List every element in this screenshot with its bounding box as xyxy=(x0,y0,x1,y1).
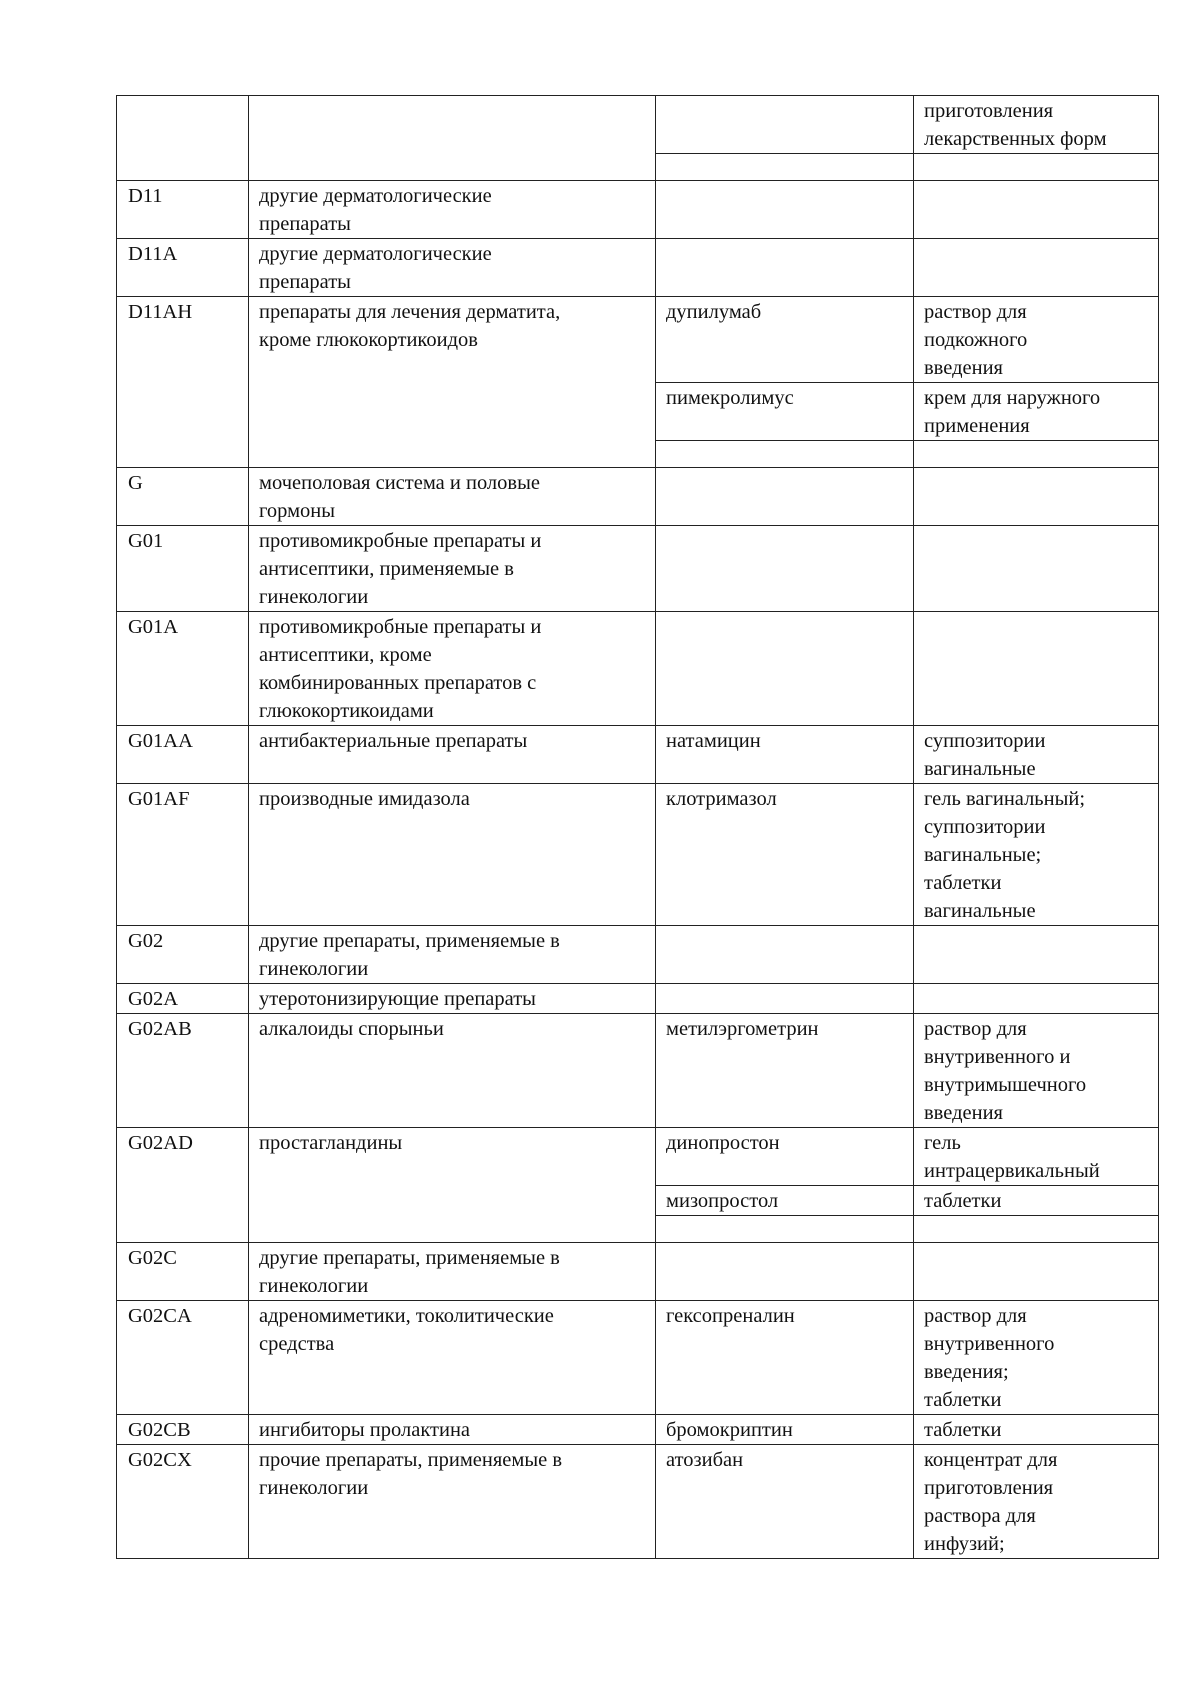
group-name-cell-line: противомикробные препараты и xyxy=(259,530,542,552)
group-name-cell-line: адреномиметики, токолитические xyxy=(259,1305,554,1327)
atc-code-cell: D11A xyxy=(117,239,249,297)
drug-name-cell: метилэргометрин xyxy=(656,1014,914,1128)
group-name-cell-line: препараты для лечения дерматита, xyxy=(259,301,561,323)
group-name-cell xyxy=(249,726,656,784)
table-body xyxy=(117,96,1159,1559)
table-row xyxy=(117,297,1159,383)
atc-code-cell: G02 xyxy=(117,926,249,984)
drug-name-cell xyxy=(656,1243,914,1301)
drug-name-cell: атозибан xyxy=(656,1445,914,1559)
drug-name-cell: пимекролимус xyxy=(656,383,914,441)
dosage-form-cell-line: приготовления xyxy=(924,1477,1054,1499)
dosage-form-cell xyxy=(914,383,1159,441)
group-name-cell-line: противомикробные препараты и xyxy=(259,616,542,638)
group-name-cell-line: другие препараты, применяемые в xyxy=(259,930,560,952)
atc-code-cell: G01 xyxy=(117,526,249,612)
atc-code-cell xyxy=(117,96,249,181)
group-name-cell-line: гинекологии xyxy=(259,1477,369,1499)
atc-code-cell: G01A xyxy=(117,612,249,726)
empty-cell xyxy=(914,154,1159,181)
table-row xyxy=(117,181,1159,239)
group-name-cell xyxy=(249,468,656,526)
drug-name-cell xyxy=(656,468,914,526)
table-row xyxy=(117,526,1159,612)
table-row xyxy=(117,1243,1159,1301)
drug-name-cell: натамицин xyxy=(656,726,914,784)
table-row xyxy=(117,96,1159,154)
empty-cell xyxy=(914,441,1159,468)
group-name-cell xyxy=(249,96,656,181)
dosage-form-cell xyxy=(914,1445,1159,1559)
drug-name-cell xyxy=(656,239,914,297)
group-name-cell-line: другие дерматологические xyxy=(259,243,492,265)
dosage-form-cell-line: инфузий; xyxy=(924,1533,1005,1555)
atc-code-cell: G02AD xyxy=(117,1128,249,1243)
atc-code-cell: G02CX xyxy=(117,1445,249,1559)
dosage-form-cell-line: гель вагинальный; xyxy=(924,788,1086,810)
dosage-form-cell xyxy=(914,239,1159,297)
drug-name-cell xyxy=(656,181,914,239)
table-row xyxy=(117,612,1159,726)
group-name-cell xyxy=(249,1128,656,1243)
table-row xyxy=(117,726,1159,784)
group-name-cell-line: комбинированных препаратов с xyxy=(259,672,537,694)
drug-name-cell: мизопростол xyxy=(656,1186,914,1216)
dosage-form-cell-line: гель xyxy=(924,1132,961,1154)
group-name-cell xyxy=(249,984,656,1014)
group-name-cell xyxy=(249,784,656,926)
dosage-form-cell-line: вагинальные xyxy=(924,758,1036,780)
dosage-form-cell-line: концентрат для xyxy=(924,1449,1058,1471)
group-name-cell-line: глюкокортикоидами xyxy=(259,700,434,722)
empty-cell xyxy=(656,154,914,181)
dosage-form-cell-line: раствор для xyxy=(924,1018,1027,1040)
drug-name-cell xyxy=(656,96,914,154)
group-name-cell xyxy=(249,526,656,612)
dosage-form-cell xyxy=(914,468,1159,526)
drug-name-cell xyxy=(656,926,914,984)
dosage-form-cell-line: лекарственных форм xyxy=(924,128,1107,150)
dosage-form-cell-line: таблетки xyxy=(924,1419,1002,1441)
group-name-cell xyxy=(249,297,656,468)
group-name-cell-line: утеротонизирующие препараты xyxy=(259,988,536,1010)
dosage-form-cell xyxy=(914,1014,1159,1128)
dosage-form-cell xyxy=(914,181,1159,239)
atc-code-cell: D11AH xyxy=(117,297,249,468)
group-name-cell-line: другие препараты, применяемые в xyxy=(259,1247,560,1269)
drug-name-cell: динопростон xyxy=(656,1128,914,1186)
group-name-cell xyxy=(249,926,656,984)
dosage-form-cell-line: применения xyxy=(924,415,1030,437)
dosage-form-cell xyxy=(914,1186,1159,1216)
dosage-form-cell-line: крем для наружного xyxy=(924,387,1101,409)
drug-name-cell xyxy=(656,612,914,726)
dosage-form-cell xyxy=(914,297,1159,383)
table-row xyxy=(117,1128,1159,1186)
group-name-cell-line: другие дерматологические xyxy=(259,185,492,207)
drug-name-cell xyxy=(656,984,914,1014)
table-row xyxy=(117,784,1159,926)
group-name-cell-line: прочие препараты, применяемые в xyxy=(259,1449,563,1471)
group-name-cell xyxy=(249,239,656,297)
table-row xyxy=(117,1301,1159,1415)
group-name-cell-line: антисептики, кроме xyxy=(259,644,432,666)
group-name-cell-line: ингибиторы пролактина xyxy=(259,1419,471,1441)
dosage-form-cell-line: таблетки xyxy=(924,1190,1002,1212)
group-name-cell-line: гинекологии xyxy=(259,586,369,608)
dosage-form-cell-line: раствор для xyxy=(924,1305,1027,1327)
dosage-form-cell-line: приготовления xyxy=(924,100,1054,122)
table-row xyxy=(117,1415,1159,1445)
dosage-form-cell xyxy=(914,926,1159,984)
group-name-cell-line: гинекологии xyxy=(259,1275,369,1297)
dosage-form-cell-line: раствора для xyxy=(924,1505,1036,1527)
group-name-cell xyxy=(249,1415,656,1445)
atc-code-cell: G01AF xyxy=(117,784,249,926)
drug-name-cell: гексопреналин xyxy=(656,1301,914,1415)
empty-cell xyxy=(656,1216,914,1243)
dosage-form-cell-line: таблетки xyxy=(924,872,1002,894)
group-name-cell xyxy=(249,1301,656,1415)
dosage-form-cell xyxy=(914,96,1159,154)
group-name-cell-line: препараты xyxy=(259,213,351,235)
group-name-cell-line: алкалоиды спорыньи xyxy=(259,1018,444,1040)
dosage-form-cell xyxy=(914,1128,1159,1186)
group-name-cell-line: производные имидазола xyxy=(259,788,470,810)
empty-cell xyxy=(914,1216,1159,1243)
empty-cell xyxy=(656,441,914,468)
atc-code-cell: G02C xyxy=(117,1243,249,1301)
group-name-cell-line: средства xyxy=(259,1333,335,1355)
group-name-cell-line: мочеполовая система и половые xyxy=(259,472,540,494)
dosage-form-cell-line: подкожного xyxy=(924,329,1028,351)
group-name-cell xyxy=(249,612,656,726)
dosage-form-cell-line: введения; xyxy=(924,1361,1009,1383)
dosage-form-cell-line: вагинальные; xyxy=(924,844,1042,866)
atc-code-cell: D11 xyxy=(117,181,249,239)
dosage-form-cell xyxy=(914,726,1159,784)
dosage-form-cell-line: интрацервикальный xyxy=(924,1160,1100,1182)
dosage-form-cell xyxy=(914,612,1159,726)
group-name-cell-line: простагландины xyxy=(259,1132,403,1154)
dosage-form-cell-line: раствор для xyxy=(924,301,1027,323)
atc-code-cell: G02AB xyxy=(117,1014,249,1128)
dosage-form-cell-line: внутривенного и xyxy=(924,1046,1071,1068)
group-name-cell xyxy=(249,1445,656,1559)
drug-name-cell xyxy=(656,526,914,612)
dosage-form-cell xyxy=(914,1243,1159,1301)
dosage-form-cell xyxy=(914,1301,1159,1415)
dosage-form-cell-line: внутривенного xyxy=(924,1333,1055,1355)
table-row xyxy=(117,984,1159,1014)
dosage-form-cell xyxy=(914,1415,1159,1445)
dosage-form-cell-line: введения xyxy=(924,357,1003,379)
group-name-cell-line: кроме глюкокортикоидов xyxy=(259,329,478,351)
table-row xyxy=(117,468,1159,526)
group-name-cell-line: гинекологии xyxy=(259,958,369,980)
group-name-cell xyxy=(249,181,656,239)
drug-name-cell: бромокриптин xyxy=(656,1415,914,1445)
table-row xyxy=(117,239,1159,297)
group-name-cell xyxy=(249,1014,656,1128)
atc-code-cell: G xyxy=(117,468,249,526)
dosage-form-cell-line: суппозитории xyxy=(924,816,1046,838)
dosage-form-cell-line: вагинальные xyxy=(924,900,1036,922)
group-name-cell-line: антисептики, применяемые в xyxy=(259,558,514,580)
dosage-form-cell-line: суппозитории xyxy=(924,730,1046,752)
dosage-form-cell-line: таблетки xyxy=(924,1389,1002,1411)
dosage-form-cell xyxy=(914,784,1159,926)
drug-name-cell: дупилумаб xyxy=(656,297,914,383)
dosage-form-cell xyxy=(914,526,1159,612)
table-row xyxy=(117,1445,1159,1559)
table-row xyxy=(117,1014,1159,1128)
group-name-cell xyxy=(249,1243,656,1301)
atc-code-cell: G02CA xyxy=(117,1301,249,1415)
group-name-cell-line: антибактериальные препараты xyxy=(259,730,528,752)
group-name-cell-line: препараты xyxy=(259,271,351,293)
atc-code-cell: G02CB xyxy=(117,1415,249,1445)
atc-code-cell: G01AA xyxy=(117,726,249,784)
group-name-cell-line: гормоны xyxy=(259,500,336,522)
dosage-form-cell-line: введения xyxy=(924,1102,1003,1124)
dosage-form-cell xyxy=(914,984,1159,1014)
table-row xyxy=(117,926,1159,984)
drug-classification-table xyxy=(116,95,1159,1559)
drug-name-cell: клотримазол xyxy=(656,784,914,926)
dosage-form-cell-line: внутримышечного xyxy=(924,1074,1087,1096)
atc-code-cell: G02A xyxy=(117,984,249,1014)
